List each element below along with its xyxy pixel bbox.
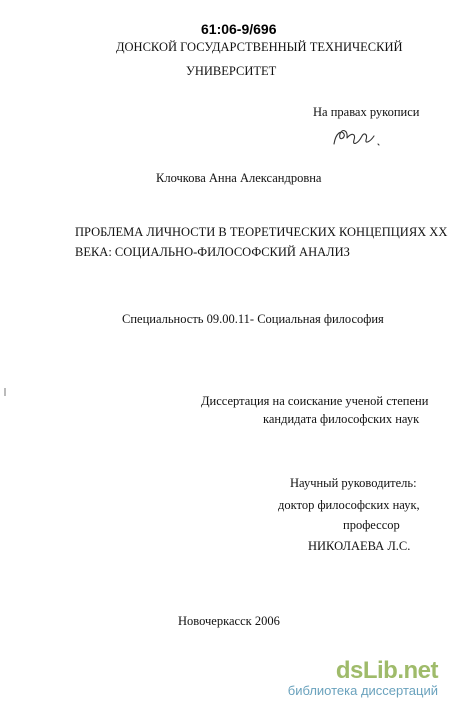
supervisor-line-4: НИКОЛАЕВА Л.С. <box>308 539 411 553</box>
watermark-subtitle: библиотека диссертаций <box>287 683 438 698</box>
rights-note: На правах рукописи <box>313 105 420 119</box>
supervisor-line-1: Научный руководитель: <box>290 476 417 490</box>
title-line-1: ПРОБЛЕМА ЛИЧНОСТИ В ТЕОРЕТИЧЕСКИХ КОНЦЕПЦИЯХ XX <box>75 225 448 239</box>
dissertation-line-2: кандидата философских наук <box>263 412 420 426</box>
dissertation-line-1: Диссертация на соискание ученой степени <box>201 394 429 408</box>
title-line-2: ВЕКА: СОЦИАЛЬНО-ФИЛОСОФСКИЙ АНАЛИЗ <box>75 245 350 259</box>
specialty: Специальность 09.00.11- Социальная философия <box>122 312 384 326</box>
supervisor-line-3: профессор <box>343 518 400 532</box>
watermark-logo: dsLib.net <box>335 657 438 684</box>
institution-line-1: ДОНСКОЙ ГОСУДАРСТВЕННЫЙ ТЕХНИЧЕСКИЙ <box>116 40 403 54</box>
place-year: Новочеркасск 2006 <box>178 614 280 628</box>
institution-line-2: УНИВЕРСИТЕТ <box>186 64 277 78</box>
scan-artifact <box>4 388 6 396</box>
supervisor-line-2: доктор философских наук, <box>278 498 420 512</box>
signature <box>328 124 388 152</box>
watermark <box>288 658 438 698</box>
author-name: Клочкова Анна Александровна <box>156 171 322 185</box>
archive-code: 61:06-9/696 <box>201 21 277 37</box>
